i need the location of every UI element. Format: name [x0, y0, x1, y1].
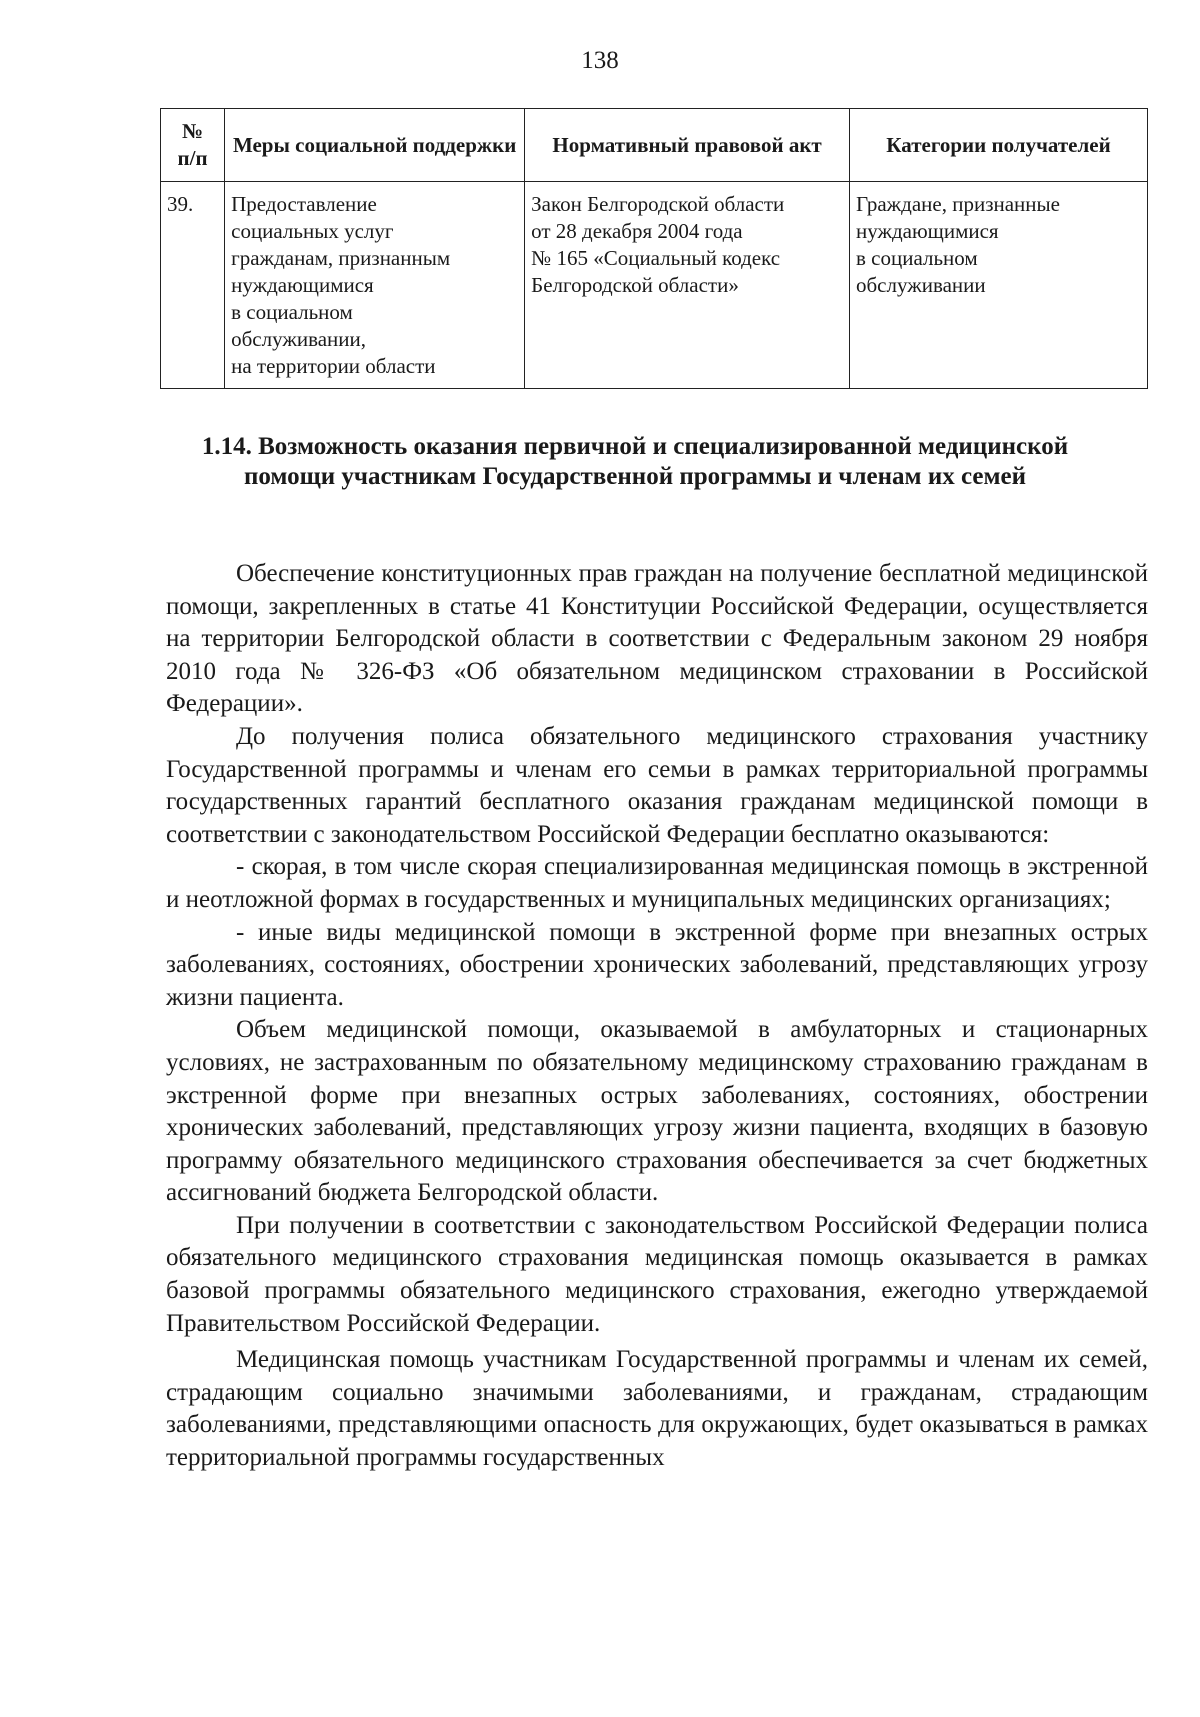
paragraph: Обеспечение конституционных прав граждан на получение бесплатной медицинской помощи, закрепленных в статье 41 Конституции Российской Федерации, осуществляется на территории Белгородской области в соответствии с Федеральным законом 29 ноября 2010 года № 326-ФЗ «Об обязательном медицинском страховании в Российской Федерации».: [166, 560, 1148, 718]
cell-measure: Предоставление социальных услуг гражданам, признанным нуждающимися в социальном обслуживании, на территории области: [225, 182, 525, 389]
paragraph: Медицинская помощь участникам Государственной программы и членам их семей, страдающим социально значимыми заболеваниями, и гражданам, страдающим заболеваниями, представляющими опасность для окружающих, будет оказываться в рамках территориальной программы государственных: [166, 1346, 1148, 1472]
paragraph: До получения полиса обязательного медицинского страхования участнику Государственной программы и членам его семьи в рамках территориальной программы государственных гарантий бесплатного оказания гражданам медицинской помощи в соответствии с законодательством Российской Федерации бесплатно оказываются:: [166, 722, 1148, 848]
section-heading: 1.14. Возможность оказания первичной и специализированной медицинской помощи участникам Государственной программы и членам их семей: [201, 433, 1069, 490]
section-body: [166, 558, 1148, 1475]
header-category: [850, 109, 1148, 182]
header-act-label: Нормативный правовой акт: [552, 132, 822, 157]
cell-number: 39.: [161, 182, 225, 389]
header-category-label: Категории получателей: [886, 132, 1111, 157]
table-row: [161, 182, 1148, 389]
paragraph: Объем медицинской помощи, оказываемой в амбулаторных и стационарных условиях, не застрахованным по обязательному медицинскому страхованию гражданам в экстренной форме при внезапных острых заболеваниях, состояниях, обострении хронических заболеваний, представляющих угрозу жизни пациента, входящих в базовую программу обязательного медицинского страхования обеспечивается за счет бюджетных ассигнований бюджета Белгородской области.: [166, 1016, 1148, 1207]
cell-category: Граждане, признанные нуждающимися в социальном обслуживании: [850, 182, 1148, 389]
paragraph: При получении в соответствии с законодательством Российской Федерации полиса обязательного медицинского страхования медицинская помощь оказывается в рамках базовой программы обязательного медицинского страхования, ежегодно утверждаемой Правительством Российской Федерации.: [166, 1211, 1148, 1337]
social-support-table: [160, 108, 1148, 389]
table-header-row: [161, 109, 1148, 182]
page-number: 138: [581, 47, 619, 74]
list-item: - иные виды медицинской помощи в экстренной форме при внезапных острых заболеваниях, состояниях, обострении хронических заболеваний, представляющих угрозу жизни пациента.: [166, 918, 1148, 1011]
header-measure-label: Меры социальной поддержки: [232, 132, 517, 157]
cell-act: Закон Белгородской области от 28 декабря 2004 года № 165 «Социальный кодекс Белгородской области»: [525, 182, 850, 389]
header-measure: [225, 109, 525, 182]
list-item: - скорая, в том числе скорая специализированная медицинская помощь в экстренной и неотложной формах в государственных и муниципальных медицинских организациях;: [166, 853, 1148, 913]
header-act: [525, 109, 850, 182]
header-number-label: № п/п: [177, 119, 208, 170]
header-number: [161, 109, 225, 182]
